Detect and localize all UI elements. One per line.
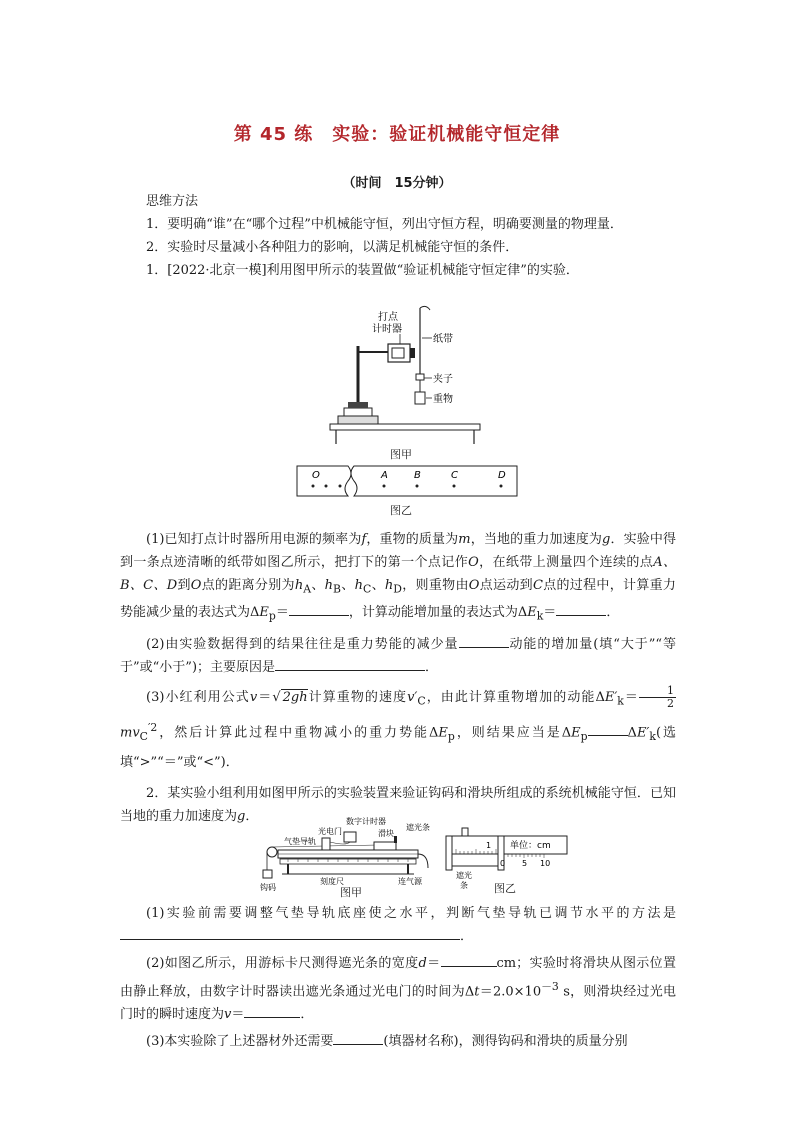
method-item-1: 1．要明确“谁”在“哪个过程”中机械能守恒，列出守恒方程，明确要测量的物理量． [146,217,623,232]
label-shade: 遮光条 [406,823,430,832]
point-b: B [414,470,421,481]
answer-blank-ek[interactable] [556,601,606,616]
point-c: C [451,470,458,481]
method-item-2: 2．实验时尽量减小各种阻力的影响，以满足机械能守恒的条件． [146,240,519,255]
q2-part-2: (2)如图乙所示，用游标卡尺测得遮光条的宽度d＝ cm；实验时将滑块从图示位置由静止释放，由数字计时器读出遮光条通过光电门的时间为$\Delta t=2.0\times 10^{-3}$ s，则滑块经过光电门时的瞬时速度为v＝ ． [120,952,676,1026]
page-title: 第 45 练 实验：验证机械能守恒定律 [233,124,561,145]
time-limit: （时间 15分钟） [342,176,452,191]
q1-part-2: (2)由实验数据得到的结果往往是重力势能的减少量 动能的增加量(填“大于”“等于”或“小于”)；主要原因是 ． [120,633,676,679]
answer-blank-relation[interactable] [588,721,628,736]
label-shade-2: 条 [460,881,468,890]
q1-caption-jia: 图甲 [390,448,412,461]
label-weight: 重物 [433,394,453,405]
label-ruler: 刻度尺 [320,877,344,886]
label-shade-1: 遮光 [456,871,472,880]
label-tape: 纸带 [433,334,453,345]
point-d: D [498,470,506,481]
caliper-tick-10: 10 [540,859,551,868]
caliper-tick-5: 5 [522,859,528,868]
method-heading: 思维方法 [146,194,199,209]
answer-blank-instrument[interactable] [333,1030,383,1045]
method-section [120,190,676,282]
q1-figure-yi [296,464,518,498]
answer-blank-level[interactable] [120,925,460,940]
q2-part-1: (1)实验前需要调整气垫导轨底座使之水平，判断气垫导轨已调节水平的方法是． [120,902,676,948]
q1-part-1: (1)已知打点计时器所用电源的频率为f，重物的质量为m，当地的重力加速度为g．实验中得到一条点迹清晰的纸带如图乙所示，把打下的第一个点记作O，在纸带上测量四个连续的点A、B、C、D到O点的距离分别为$h_A$、$h_B$、$h_C$、$h_D$，则重物由O点运动到C点的过程中，计算重力势能减少量的表达式为$\Delta E_p=$ ，计算动能增加量的表达式为$\Delta E_k=$ ． [120,532,676,623]
q2-part-3: (3)本实验除了上述器材外还需要 (填器材名称)，测得钩码和滑块的质量分别 [120,1030,676,1053]
q1-part-3: (3)小红利用公式v＝√ 2gh计算重物的速度$v'_C$，由此计算重物增加的动能$\Delta E'_k=$ $\frac{1}{2}$ $mv_C^{'2}$，然后计算此过程中重物减小的重力势能$\Delta E_p$，则结果应当是$\Delta E_p$ $\Delta E'_k$(选填“>”“＝”或“<”)． [120,684,677,770]
answer-blank-compare[interactable] [459,633,509,648]
label-rail: 气垫导轨 [284,837,316,846]
point-a: A [381,470,388,481]
label-counter: 数字计时器 [346,817,386,826]
label-hook: 钩码 [260,883,276,892]
answer-blank-width[interactable] [441,952,497,967]
label-timer-1: 打点 [378,312,398,323]
caliper-unit: 单位：cm [510,841,551,851]
fraction-half: $\frac{1}{2}$ [639,685,676,710]
q2-figure-jia [258,817,438,892]
label-slider: 滑块 [378,829,394,838]
q2-caption-yi: 图乙 [494,882,516,895]
label-air: 连气源 [398,877,422,886]
q2-caption-jia: 图甲 [340,886,362,899]
q2-body [120,902,676,1053]
label-clip: 夹子 [433,374,453,385]
point-o: O [312,470,320,481]
q2-intro: 2．某实验小组利用如图甲所示的实验装置来验证钩码和滑块所组成的系统机械能守恒．已知当地的重力加速度为g． [120,785,676,824]
q1-intro: 1．[2022·北京一模]利用图甲所示的装置做“验证机械能守恒定律”的实验． [146,263,579,278]
answer-blank-velocity[interactable] [244,1003,300,1018]
caliper-tick-0: 0 [500,859,506,868]
label-timer-2: 计时器 [372,324,402,335]
answer-blank-ep[interactable] [289,601,349,616]
q1-caption-yi: 图乙 [390,504,412,517]
caliper-tick-1: 1 [486,841,492,850]
answer-blank-reason[interactable] [275,656,425,671]
label-gate: 光电门 [318,827,342,836]
q1-body [120,528,676,828]
q1-figure-jia [330,304,480,444]
